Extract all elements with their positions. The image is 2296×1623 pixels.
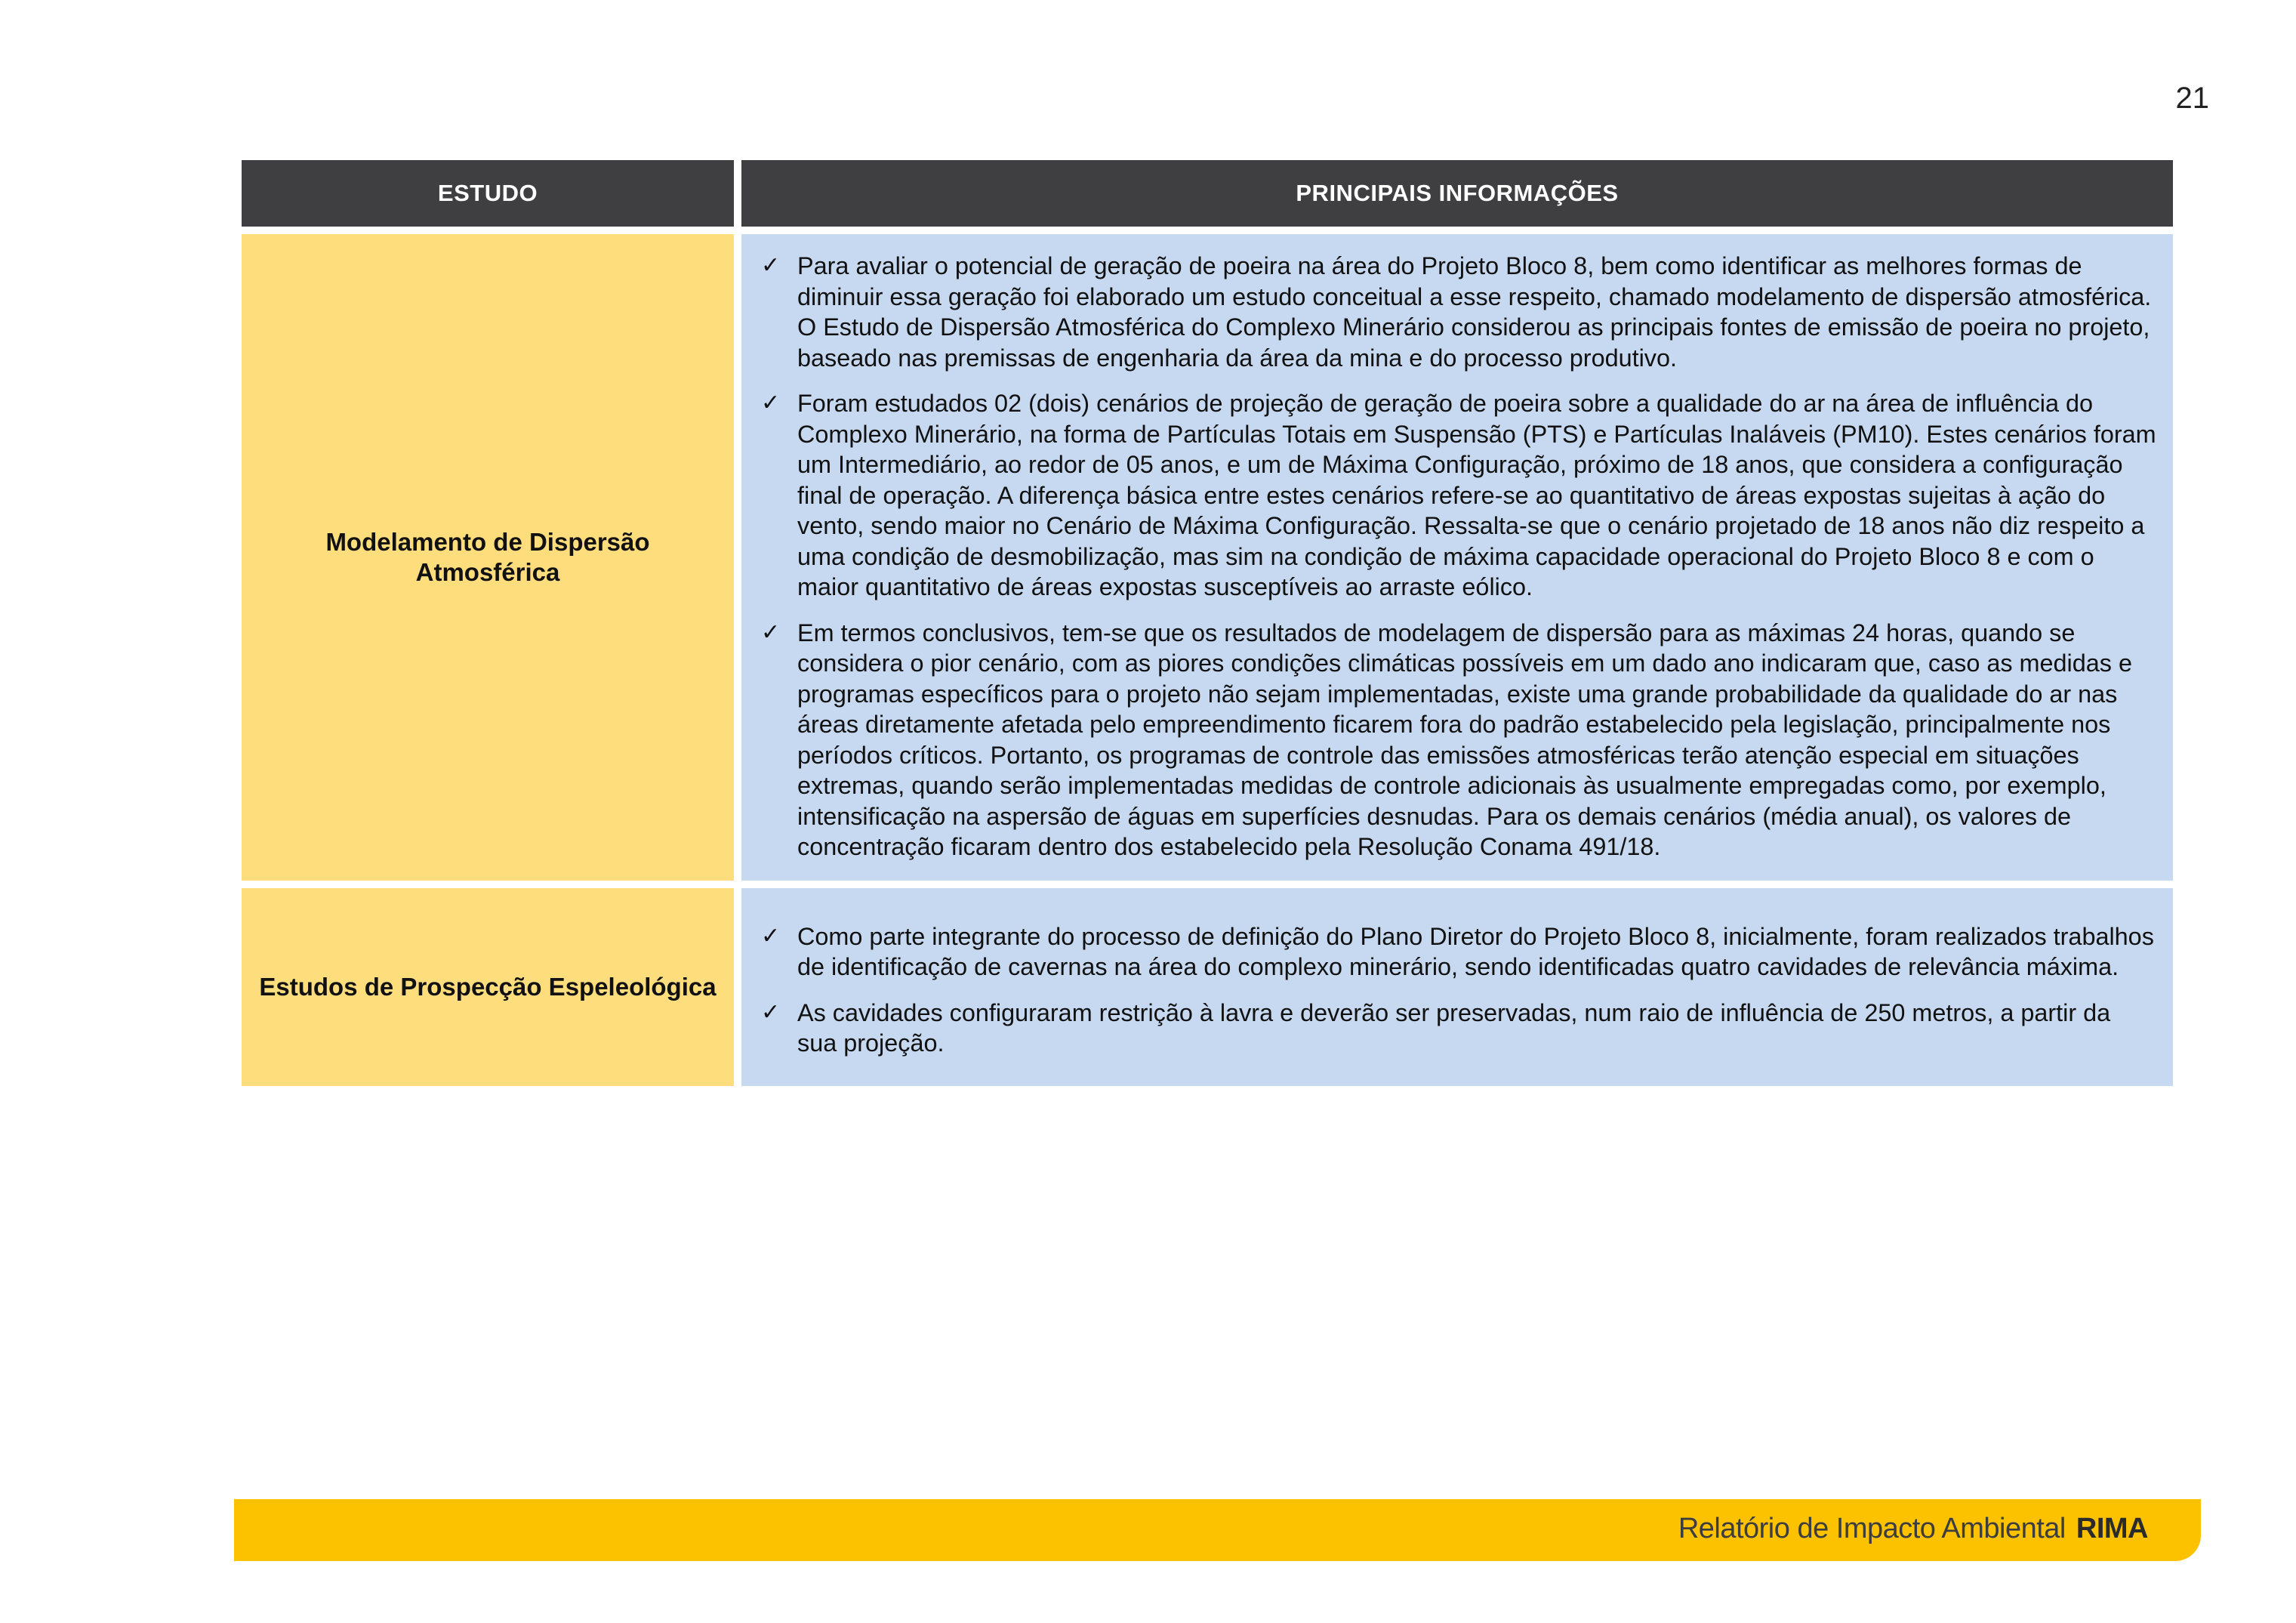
bullet-text: Para avaliar o potencial de geração de poeira na área do Projeto Bloco 8, bem como identificar as melhores formas de diminuir essa geração foi elaborado um estudo conceitual a esse respeito, chamado modelamento de dispersão atmosférica. O Estudo de Dispersão Atmosférica do Complexo Minerário considerou as principais fontes de emissão de poeira no projeto, baseado nas premissas de engenharia da área da mina e do processo produtivo. bbox=[797, 252, 2152, 372]
footer-bar bbox=[234, 1499, 2201, 1561]
table-row bbox=[242, 234, 2173, 881]
bullet-text: Em termos conclusivos, tem-se que os resultados de modelagem de dispersão para as máximas 24 horas, quando se considera o pior cenário, com as piores condições climáticas possíveis em um dado ano indicaram que, caso as medidas e programas específicos para o projeto não sejam implementadas, existe uma grande probabilidade da qualidade do ar nas áreas diretamente afetada pelo empreendimento ficarem fora do padrão estabelecido pela legislação, principalmente nos períodos críticos. Portanto, os programas de controle das emissões atmosféricas terão atenção especial em situações extremas, quando serão implementadas medidas de controle adicionais às usualmente empregadas como, por exemplo, intensificação na aspersão de águas em superfícies desnudas. Para os demais cenários (média anual), os valores de concentração ficaram dentro dos estabelecido pela Resolução Conama 491/18. bbox=[797, 619, 2132, 860]
study-info bbox=[741, 888, 2173, 1086]
list-item bbox=[757, 921, 2156, 983]
table-row bbox=[242, 888, 2173, 1086]
bullet-text: Foram estudados 02 (dois) cenários de projeção de geração de poeira sobre a qualidade do ar na área de influência do Complexo Minerário, na forma de Partículas Totais em Suspensão (PTS) e Partículas Inaláveis (PM10). Estes cenários foram um Intermediário, ao redor de 05 anos, e um de Máxima Configuração, próximo de 18 anos, que considera a configuração final de operação. A diferença básica entre estes cenários refere-se ao quantitativo de áreas expostas sujeitas à ação do vento, sendo maior no Cenário de Máxima Configuração. Ressalta-se que o cenário projetado de 18 anos não diz respeito a uma condição de desmobilização, mas sim na condição de máxima capacidade operacional do Projeto Bloco 8 e com o maior quantitativo de áreas expostas susceptíveis ao arraste eólico. bbox=[797, 390, 2156, 600]
list-item bbox=[757, 998, 2156, 1059]
bullet-text: As cavidades configuraram restrição à lavra e deverão ser preservadas, num raio de influência de 250 metros, a partir da sua projeção. bbox=[797, 998, 2111, 1057]
footer-text bbox=[1678, 1513, 2148, 1545]
checkmark-icon: ✓ bbox=[761, 619, 781, 645]
checkmark-icon: ✓ bbox=[761, 390, 781, 415]
studies-table bbox=[234, 153, 2180, 1094]
bullet-text: Como parte integrante do processo de definição do Plano Diretor do Projeto Bloco 8, inicialmente, foram realizados trabalhos de identificação de cavernas na área do complexo minerário, sendo identificadas quatro cavidades de relevância máxima. bbox=[797, 922, 2154, 980]
bullet-list bbox=[757, 251, 2156, 862]
checkmark-icon: ✓ bbox=[761, 253, 781, 278]
footer-title: Relatório de Impacto Ambiental bbox=[1678, 1513, 2066, 1544]
footer-acronym: RIMA bbox=[2076, 1513, 2148, 1544]
page-number: 21 bbox=[2175, 82, 2209, 115]
table-header-row bbox=[242, 160, 2173, 227]
bullet-list bbox=[757, 921, 2156, 1059]
checkmark-icon: ✓ bbox=[761, 923, 781, 949]
study-name: Modelamento de Dispersão Atmosférica bbox=[242, 234, 734, 881]
header-info: PRINCIPAIS INFORMAÇÕES bbox=[741, 160, 2173, 227]
list-item bbox=[757, 618, 2156, 862]
list-item bbox=[757, 388, 2156, 603]
study-name: Estudos de Prospecção Espeleológica bbox=[242, 888, 734, 1086]
checkmark-icon: ✓ bbox=[761, 999, 781, 1025]
list-item bbox=[757, 251, 2156, 373]
header-study: ESTUDO bbox=[242, 160, 734, 227]
study-info bbox=[741, 234, 2173, 881]
